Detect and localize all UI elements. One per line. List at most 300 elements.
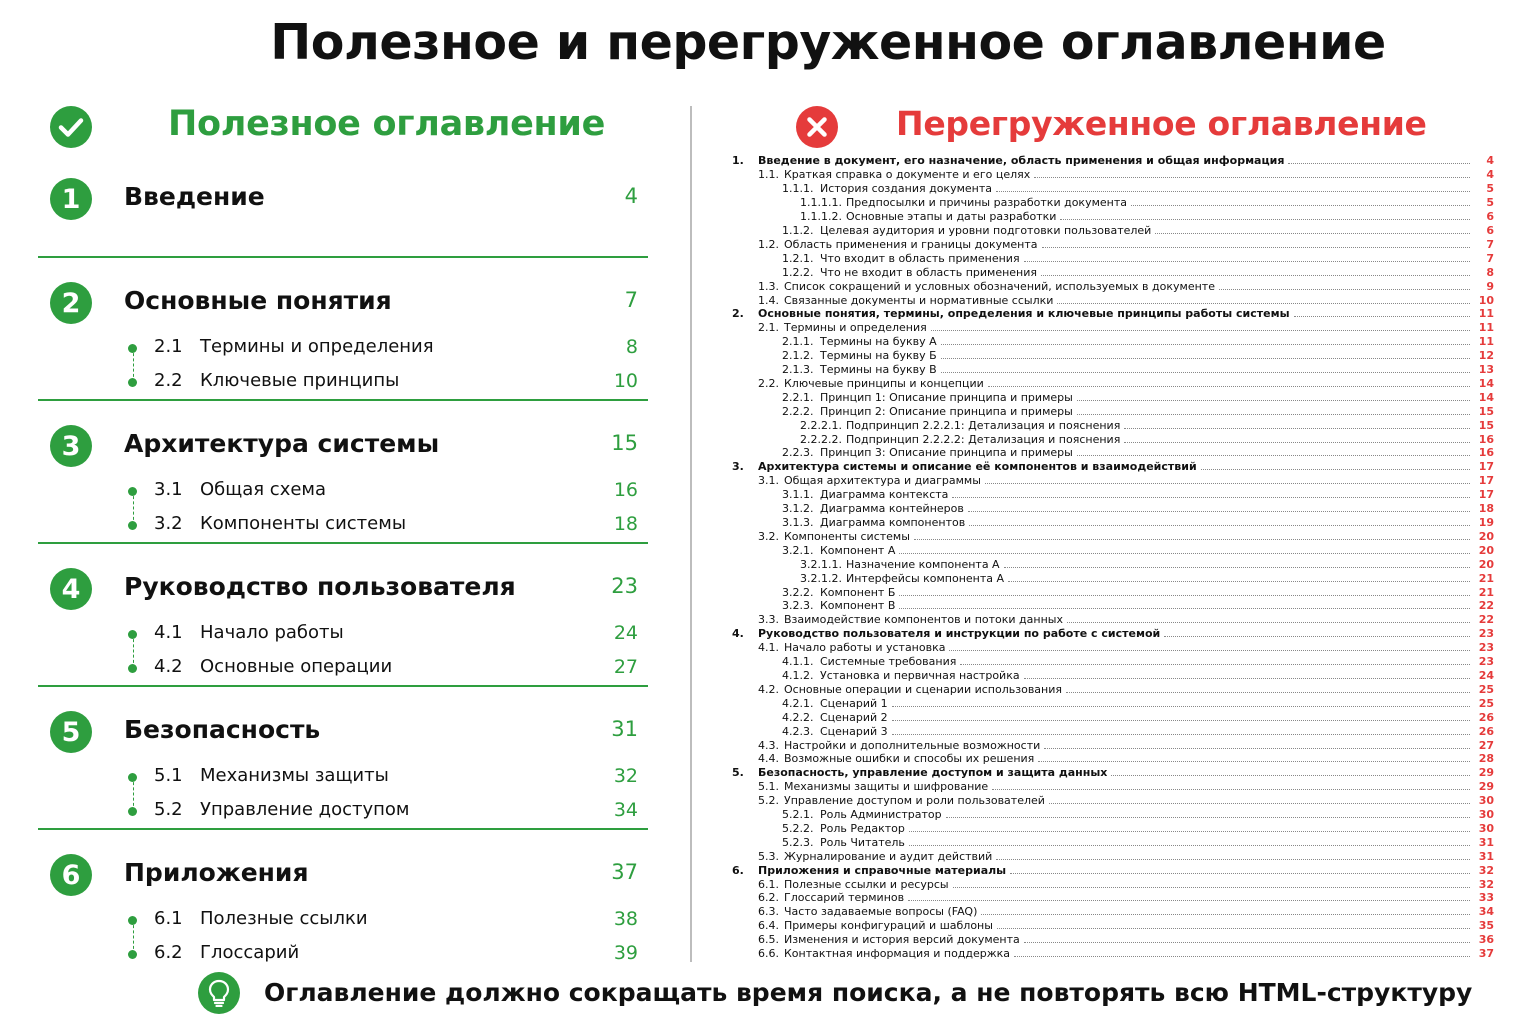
useful-toc-title: Полезное оглавление (168, 104, 606, 144)
toc-section-heading[interactable] (38, 854, 648, 904)
toc-entry-page: 16 (1478, 446, 1494, 460)
subsection-item[interactable] (128, 652, 648, 686)
toc-entry[interactable] (732, 460, 1494, 474)
toc-entry[interactable] (732, 947, 1494, 961)
toc-entry-number: 2.1.1. (782, 335, 814, 349)
toc-entry-label: Диаграмма компонентов (820, 516, 966, 530)
toc-entry-page: 26 (1478, 710, 1494, 724)
toc-entry-label: Основные этапы и даты разработки (846, 210, 1057, 224)
toc-entry-page: 15 (1478, 418, 1494, 432)
toc-entry-number: 5.2.3. (782, 835, 814, 849)
toc-entry-label: Механизмы защиты и шифрование (784, 780, 989, 794)
bullet-dot-icon (128, 630, 137, 639)
toc-entry-label: Интерфейсы компонента А (846, 571, 1005, 585)
toc-entry[interactable] (732, 237, 1494, 251)
toc-entry-label: Термины и определения (784, 321, 927, 335)
toc-section (38, 687, 648, 830)
toc-entry-label: Компоненты системы (784, 529, 910, 543)
toc-entry-label: Связанные документы и нормативные ссылки (784, 293, 1054, 307)
toc-entry-label: Настройки и дополнительные возможности (784, 738, 1041, 752)
toc-entry-number: 3.3. (758, 613, 779, 627)
bullet-dot-icon (128, 664, 137, 673)
toc-entry-number: 2.2.3. (782, 446, 814, 460)
dot-leader (1066, 692, 1470, 693)
toc-entry[interactable] (732, 446, 1494, 460)
toc-entry-page: 16 (1478, 432, 1494, 446)
toc-entry-number: 4.1. (758, 641, 779, 655)
toc-entry-label: Целевая аудитория и уровни подготовки пользователей (820, 223, 1152, 237)
toc-entry[interactable] (732, 404, 1494, 418)
toc-entry-number: 2.1. (758, 321, 779, 335)
toc-entry-page: 23 (1478, 627, 1494, 641)
toc-entry-page: 20 (1478, 557, 1494, 571)
tip-badge (198, 972, 240, 1014)
bullet-dot-icon (128, 950, 137, 959)
toc-entry-page: 13 (1478, 363, 1494, 377)
dot-leader (1155, 233, 1470, 234)
toc-entry-number: 3.2.1. (782, 543, 814, 557)
toc-entry-page: 17 (1478, 488, 1494, 502)
subsection-item[interactable] (128, 475, 648, 509)
toc-entry-number: 3.2.1.2. (800, 571, 842, 585)
toc-entry-label: Основные понятия, термины, определения и ключевые принципы работы системы (758, 307, 1290, 321)
subsection-label: Термины и определения (200, 336, 434, 357)
toc-section (38, 830, 648, 973)
toc-entry-label: Подпринцип 2.2.2.2: Детализация и пояснения (846, 432, 1121, 446)
dot-leader (1004, 567, 1470, 568)
toc-entry-page: 33 (1478, 891, 1494, 905)
dot-leader (931, 330, 1470, 331)
toc-entry[interactable] (732, 293, 1494, 307)
toc-entry-number: 3.2.3. (782, 599, 814, 613)
toc-entry-number: 1.4. (758, 293, 779, 307)
section-title: Приложения (124, 858, 309, 887)
subsection-item[interactable] (128, 904, 648, 938)
toc-entry-page: 6 (1486, 223, 1494, 237)
toc-entry-page: 6 (1486, 210, 1494, 224)
toc-entry[interactable] (732, 390, 1494, 404)
dot-leader (1024, 942, 1470, 943)
toc-entry-number: 5.2. (758, 794, 779, 808)
dot-leader (1124, 428, 1470, 429)
useful-toc-panel (38, 100, 648, 973)
toc-entry-page: 25 (1478, 696, 1494, 710)
toc-entry-number: 2.1.2. (782, 349, 814, 363)
dot-leader (1124, 442, 1470, 443)
toc-section-heading[interactable] (38, 178, 648, 228)
subsection-item[interactable] (128, 366, 648, 400)
subsection-item[interactable] (128, 761, 648, 795)
dot-leader (953, 887, 1470, 888)
subsection-page-number: 39 (613, 942, 638, 964)
toc-entry-number: 4.2.1. (782, 696, 814, 710)
toc-entry-page: 4 (1486, 154, 1494, 168)
toc-entry-number: 6.5. (758, 933, 779, 947)
toc-entry-label: Диаграмма контейнеров (820, 502, 964, 516)
subsection-page-number: 24 (613, 622, 638, 644)
footer-tip (0, 966, 1536, 1024)
section-title: Безопасность (124, 715, 321, 744)
toc-entry[interactable] (732, 196, 1494, 210)
toc-entry[interactable] (732, 877, 1494, 891)
toc-entry[interactable] (732, 279, 1494, 293)
subsection-label: Основные операции (200, 656, 393, 677)
dot-leader (892, 706, 1470, 707)
toc-entry[interactable] (732, 168, 1494, 182)
dot-leader (949, 650, 1470, 651)
subsection-page-number: 32 (613, 765, 638, 787)
subsection-number: 2.1 (154, 336, 183, 357)
column-divider (690, 106, 692, 962)
toc-entry-number: 4.2.3. (782, 724, 814, 738)
toc-entry-label: Архитектура системы и описание её компонентов и взаимодействий (758, 460, 1197, 474)
toc-section (38, 178, 648, 258)
toc-entry[interactable] (732, 529, 1494, 543)
toc-entry[interactable] (732, 724, 1494, 738)
toc-entry-label: Сценарий 2 (820, 710, 888, 724)
subsection-item[interactable] (128, 618, 648, 652)
toc-section (38, 544, 648, 687)
dot-leader (1038, 761, 1470, 762)
toc-entry[interactable] (732, 363, 1494, 377)
section-page-number: 15 (611, 431, 638, 455)
toc-entry[interactable] (732, 933, 1494, 947)
toc-entry[interactable] (732, 335, 1494, 349)
dot-leader (981, 914, 1470, 915)
section-number-badge: 6 (50, 854, 92, 896)
toc-entry-number: 2.1.3. (782, 363, 814, 377)
toc-entry-label: Установка и первичная настройка (820, 668, 1020, 682)
toc-entry[interactable] (732, 377, 1494, 391)
dot-leader (914, 539, 1470, 540)
section-number-badge: 2 (50, 282, 92, 324)
subsection-label: Механизмы защиты (200, 765, 389, 786)
toc-entry[interactable] (732, 919, 1494, 933)
subsection-label: Общая схема (200, 479, 327, 500)
toc-entry-label: Термины на букву В (820, 363, 937, 377)
toc-entry-label: Назначение компонента А (846, 557, 1000, 571)
dot-leader (1049, 803, 1470, 804)
toc-entry-number: 4.2.2. (782, 710, 814, 724)
toc-entry[interactable] (732, 543, 1494, 557)
toc-entry-label: Что не входит в область применения (820, 265, 1038, 279)
toc-entry-page: 30 (1478, 821, 1494, 835)
toc-entry-number: 6.2. (758, 891, 779, 905)
subsection-item[interactable] (128, 332, 648, 366)
toc-entry[interactable] (732, 891, 1494, 905)
dot-leader (1164, 636, 1470, 637)
toc-entry-number: 3.1.3. (782, 516, 814, 530)
dot-leader (1008, 581, 1470, 582)
toc-entry[interactable] (732, 655, 1494, 669)
toc-entry-label: Журналирование и аудит действий (784, 849, 993, 863)
toc-entry-page: 8 (1486, 265, 1494, 279)
toc-entry-page: 12 (1478, 349, 1494, 363)
toc-entry-number: 1.1.1. (782, 182, 814, 196)
toc-entry[interactable] (732, 307, 1494, 321)
toc-entry[interactable] (732, 905, 1494, 919)
toc-entry[interactable] (732, 265, 1494, 279)
overloaded-toc-title: Перегруженное оглавление (896, 104, 1427, 143)
toc-entry-label: Список сокращений и условных обозначений, используемых в документе (784, 279, 1215, 293)
toc-section-heading[interactable] (38, 425, 648, 475)
bullet-dot-icon (128, 378, 137, 387)
toc-entry-page: 30 (1478, 808, 1494, 822)
toc-entry-number: 3.2.2. (782, 585, 814, 599)
subsection-page-number: 18 (613, 513, 638, 535)
dot-leader (1077, 455, 1470, 456)
toc-entry-page: 19 (1478, 516, 1494, 530)
toc-entry-number: 5. (732, 766, 744, 780)
toc-entry-number: 1.1.1.2. (800, 210, 842, 224)
toc-entry[interactable] (732, 808, 1494, 822)
toc-entry-number: 4. (732, 627, 744, 641)
toc-entry-label: Роль Редактор (820, 821, 905, 835)
x-circle-icon (796, 106, 838, 148)
toc-entry-page: 31 (1478, 835, 1494, 849)
toc-entry-label: Ключевые принципы и концепции (784, 376, 984, 390)
toc-entry-label: Безопасность, управление доступом и защита данных (758, 766, 1108, 780)
toc-entry[interactable] (732, 682, 1494, 696)
subsection-number: 2.2 (154, 370, 183, 391)
dot-leader (997, 928, 1470, 929)
toc-entry[interactable] (732, 488, 1494, 502)
toc-entry[interactable] (732, 432, 1494, 446)
toc-entry-label: Основные операции и сценарии использования (784, 682, 1062, 696)
toc-entry-number: 2.2.2. (782, 404, 814, 418)
toc-entry[interactable] (732, 418, 1494, 432)
toc-entry-page: 35 (1478, 919, 1494, 933)
bullet-dot-icon (128, 773, 137, 782)
toc-entry-number: 1.2. (758, 237, 779, 251)
toc-entry[interactable] (732, 669, 1494, 683)
dot-leader (899, 608, 1470, 609)
overloaded-toc-list (732, 154, 1494, 961)
dot-leader (1294, 316, 1470, 317)
section-title: Архитектура системы (124, 429, 440, 458)
toc-entry[interactable] (732, 696, 1494, 710)
dot-leader (892, 734, 1470, 735)
toc-entry-number: 5.3. (758, 849, 779, 863)
toc-entry-label: Полезные ссылки и ресурсы (784, 877, 949, 891)
toc-entry-label: Принцип 3: Описание принципа и примеры (820, 446, 1073, 460)
toc-entry[interactable] (732, 627, 1494, 641)
dot-leader (1067, 622, 1470, 623)
toc-entry[interactable] (732, 780, 1494, 794)
section-title: Руководство пользователя (124, 572, 516, 601)
toc-entry[interactable] (732, 849, 1494, 863)
toc-entry[interactable] (732, 613, 1494, 627)
toc-section-heading[interactable] (38, 711, 648, 761)
page-title: Полезное и перегруженное оглавление (270, 14, 1386, 71)
toc-entry-label: Термины на букву А (820, 335, 937, 349)
toc-section-heading[interactable] (38, 568, 648, 618)
toc-entry-label: Краткая справка о документе и его целях (784, 168, 1031, 182)
subsection-label: Глоссарий (200, 942, 300, 963)
toc-entry-number: 3.2. (758, 529, 779, 543)
toc-entry[interactable] (732, 182, 1494, 196)
dot-leader (952, 497, 1470, 498)
toc-entry-page: 36 (1478, 933, 1494, 947)
toc-entry-label: Принцип 1: Описание принципа и примеры (820, 390, 1073, 404)
toc-entry[interactable] (732, 794, 1494, 808)
toc-entry[interactable] (732, 599, 1494, 613)
useful-toc-sections (38, 178, 648, 973)
toc-entry[interactable] (732, 710, 1494, 724)
toc-entry-label: Приложения и справочные материалы (758, 863, 1007, 877)
dot-leader (1219, 289, 1470, 290)
toc-entry-label: Общая архитектура и диаграммы (784, 474, 981, 488)
section-page-number: 4 (624, 184, 638, 208)
toc-section-heading[interactable] (38, 282, 648, 332)
dot-leader (988, 386, 1470, 387)
section-number-badge: 1 (50, 178, 92, 220)
toc-entry-number: 1.1.2. (782, 223, 814, 237)
dot-leader (941, 358, 1470, 359)
toc-entry-number: 4.2. (758, 682, 779, 696)
subsection-page-number: 16 (613, 479, 638, 501)
toc-entry-number: 4.4. (758, 752, 779, 766)
toc-entry-label: Руководство пользователя и инструкции по работе с системой (758, 627, 1161, 641)
toc-entry[interactable] (732, 210, 1494, 224)
toc-entry-page: 22 (1478, 613, 1494, 627)
dot-leader (969, 525, 1470, 526)
toc-entry[interactable] (732, 641, 1494, 655)
subsection-number: 4.1 (154, 622, 183, 643)
toc-entry[interactable] (732, 585, 1494, 599)
toc-entry-page: 5 (1486, 196, 1494, 210)
subsection-page-number: 8 (625, 336, 638, 358)
toc-entry-page: 17 (1478, 460, 1494, 474)
toc-entry-number: 3. (732, 460, 744, 474)
toc-entry-number: 2. (732, 307, 744, 321)
toc-entry-page: 14 (1478, 390, 1494, 404)
section-number-badge: 3 (50, 425, 92, 467)
subsection-number: 6.2 (154, 942, 183, 963)
toc-entry-label: Примеры конфигураций и шаблоны (784, 919, 993, 933)
subsection-number: 6.1 (154, 908, 183, 929)
subsection-label: Полезные ссылки (200, 908, 368, 929)
toc-entry-label: Системные требования (820, 655, 957, 669)
toc-entry-page: 4 (1486, 168, 1494, 182)
toc-entry-label: Введение в документ, его назначение, область применения и общая информация (758, 154, 1285, 168)
toc-entry-page: 14 (1478, 376, 1494, 390)
overloaded-toc-header (732, 100, 1494, 154)
toc-entry[interactable] (732, 349, 1494, 363)
subsection-list (38, 475, 648, 543)
toc-entry-label: Компонент Б (820, 585, 896, 599)
toc-entry[interactable] (732, 516, 1494, 530)
dot-leader (1044, 748, 1470, 749)
toc-entry-page: 26 (1478, 724, 1494, 738)
toc-entry[interactable] (732, 822, 1494, 836)
dot-leader (1060, 219, 1470, 220)
dot-leader (1111, 775, 1470, 776)
dot-leader (996, 859, 1470, 860)
subsection-number: 5.1 (154, 765, 183, 786)
toc-entry-page: 28 (1478, 752, 1494, 766)
dot-leader (1131, 205, 1470, 206)
toc-entry-number: 6.1. (758, 877, 779, 891)
subsection-page-number: 34 (613, 799, 638, 821)
section-number-badge: 4 (50, 568, 92, 610)
dot-leader (1077, 414, 1470, 415)
subsection-number: 3.2 (154, 513, 183, 534)
toc-entry[interactable] (732, 321, 1494, 335)
footer-text: Оглавление должно сокращать время поиска, а не повторять всю HTML-структуру (264, 978, 1473, 1007)
toc-entry-page: 11 (1478, 307, 1494, 321)
toc-entry[interactable] (732, 251, 1494, 265)
toc-entry[interactable] (732, 154, 1494, 168)
dot-leader (1014, 956, 1470, 957)
toc-entry-label: Возможные ошибки и способы их решения (784, 752, 1035, 766)
toc-entry-label: Взаимодействие компонентов и потоки данных (784, 613, 1063, 627)
toc-entry[interactable] (732, 752, 1494, 766)
toc-entry-label: Подпринцип 2.2.2.1: Детализация и пояснения (846, 418, 1121, 432)
toc-entry[interactable] (732, 571, 1494, 585)
subsection-list (38, 618, 648, 686)
toc-entry-label: Принцип 2: Описание принципа и примеры (820, 404, 1073, 418)
subsection-item[interactable] (128, 795, 648, 829)
toc-entry-label: Роль Читатель (820, 835, 905, 849)
toc-entry-number: 1.1. (758, 168, 779, 182)
dot-leader (1077, 400, 1470, 401)
toc-entry-page: 9 (1486, 279, 1494, 293)
bullet-dot-icon (128, 344, 137, 353)
toc-entry-number: 2.2. (758, 376, 779, 390)
dot-leader (941, 344, 1470, 345)
toc-entry-number: 4.3. (758, 738, 779, 752)
subsection-number: 3.1 (154, 479, 183, 500)
toc-entry[interactable] (732, 863, 1494, 877)
subsection-list (38, 904, 648, 972)
toc-entry-page: 37 (1478, 947, 1494, 961)
subsection-item[interactable] (128, 509, 648, 543)
toc-entry-label: Глоссарий терминов (784, 891, 905, 905)
toc-entry[interactable] (732, 766, 1494, 780)
toc-entry[interactable] (732, 502, 1494, 516)
toc-entry[interactable] (732, 738, 1494, 752)
toc-entry-number: 5.2.2. (782, 821, 814, 835)
dot-leader (1201, 469, 1470, 470)
toc-entry-page: 23 (1478, 641, 1494, 655)
dot-leader (946, 817, 1470, 818)
toc-entry-number: 5.2.1. (782, 808, 814, 822)
toc-entry-page: 10 (1478, 293, 1494, 307)
toc-entry-page: 20 (1478, 543, 1494, 557)
toc-entry-number: 6. (732, 863, 744, 877)
toc-entry-label: Компонент В (820, 599, 896, 613)
subsection-page-number: 38 (613, 908, 638, 930)
subsection-label: Компоненты системы (200, 513, 407, 534)
toc-entry-label: Диаграмма контекста (820, 488, 949, 502)
toc-entry[interactable] (732, 224, 1494, 238)
toc-entry-label: Управление доступом и роли пользователей (784, 794, 1045, 808)
section-page-number: 37 (611, 860, 638, 884)
toc-entry[interactable] (732, 835, 1494, 849)
section-number-badge: 5 (50, 711, 92, 753)
toc-entry-page: 11 (1478, 321, 1494, 335)
toc-entry-page: 32 (1478, 863, 1494, 877)
toc-entry-number: 4.1.2. (782, 668, 814, 682)
toc-entry-page: 18 (1478, 502, 1494, 516)
toc-entry[interactable] (732, 557, 1494, 571)
dot-leader (996, 191, 1470, 192)
toc-entry[interactable] (732, 474, 1494, 488)
toc-entry-page: 7 (1486, 237, 1494, 251)
toc-entry-page: 23 (1478, 655, 1494, 669)
toc-section (38, 258, 648, 401)
